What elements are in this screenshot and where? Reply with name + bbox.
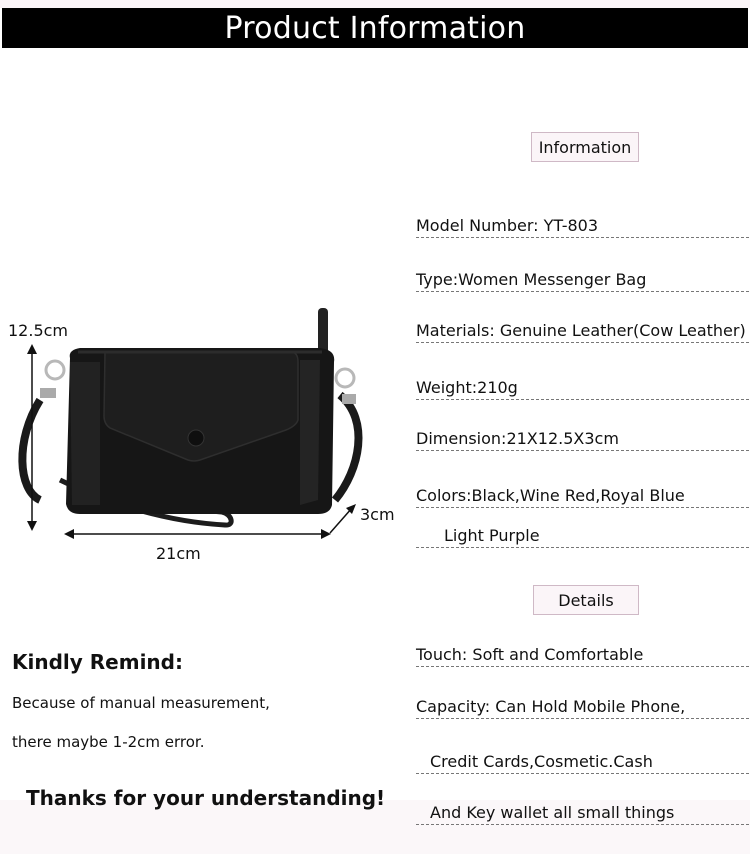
detail-value: Soft and Comfortable: [472, 645, 644, 664]
detail-key: Touch:: [416, 645, 468, 664]
spec-key: Colors:: [416, 486, 472, 505]
spec-type: [416, 270, 749, 292]
spec-value: 21X12.5X3cm: [506, 429, 619, 448]
spec-value: 210g: [477, 378, 518, 397]
spec-key: Type:: [416, 270, 459, 289]
width-label: 21cm: [156, 544, 201, 563]
remind-line-2: there maybe 1-2cm error.: [12, 733, 205, 751]
page-title: Product Information: [2, 8, 748, 48]
thanks-message: Thanks for your understanding!: [26, 786, 386, 810]
detail-key: Capacity:: [416, 697, 491, 716]
detail-capacity: [416, 697, 749, 719]
spec-key: Weight:: [416, 378, 478, 397]
remind-title: Kindly Remind:: [12, 650, 183, 674]
spec-value: Light Purple: [444, 526, 540, 545]
spec-key: Model Number:: [416, 216, 539, 235]
details-label: Details: [533, 585, 639, 615]
remind-line-1: Because of manual measurement,: [12, 694, 270, 712]
depth-label: 3cm: [360, 505, 395, 524]
detail-capacity-cont-2: [416, 803, 749, 825]
spec-value: Genuine Leather(Cow Leather): [499, 321, 746, 340]
spec-value: YT-803: [543, 216, 598, 235]
spec-key: Dimension:: [416, 429, 507, 448]
detail-value: Credit Cards,Cosmetic.Cash: [430, 752, 653, 771]
height-label: 12.5cm: [8, 321, 69, 340]
spec-materials: [416, 321, 749, 343]
spec-model: [416, 216, 749, 238]
spec-colors: [416, 486, 749, 508]
spec-key: Materials:: [416, 321, 495, 340]
spec-weight: [416, 378, 749, 400]
spec-value: Black,Wine Red,Royal Blue: [471, 486, 685, 505]
detail-touch: [416, 645, 749, 667]
detail-value: Can Hold Mobile Phone,: [495, 697, 686, 716]
spec-colors-cont: [416, 526, 749, 548]
information-label: Information: [531, 132, 639, 162]
detail-capacity-cont: [416, 752, 749, 774]
spec-dimension: [416, 429, 749, 451]
top-strip: [0, 0, 750, 8]
spec-value: Women Messenger Bag: [458, 270, 647, 289]
detail-value: And Key wallet all small things: [430, 803, 675, 822]
